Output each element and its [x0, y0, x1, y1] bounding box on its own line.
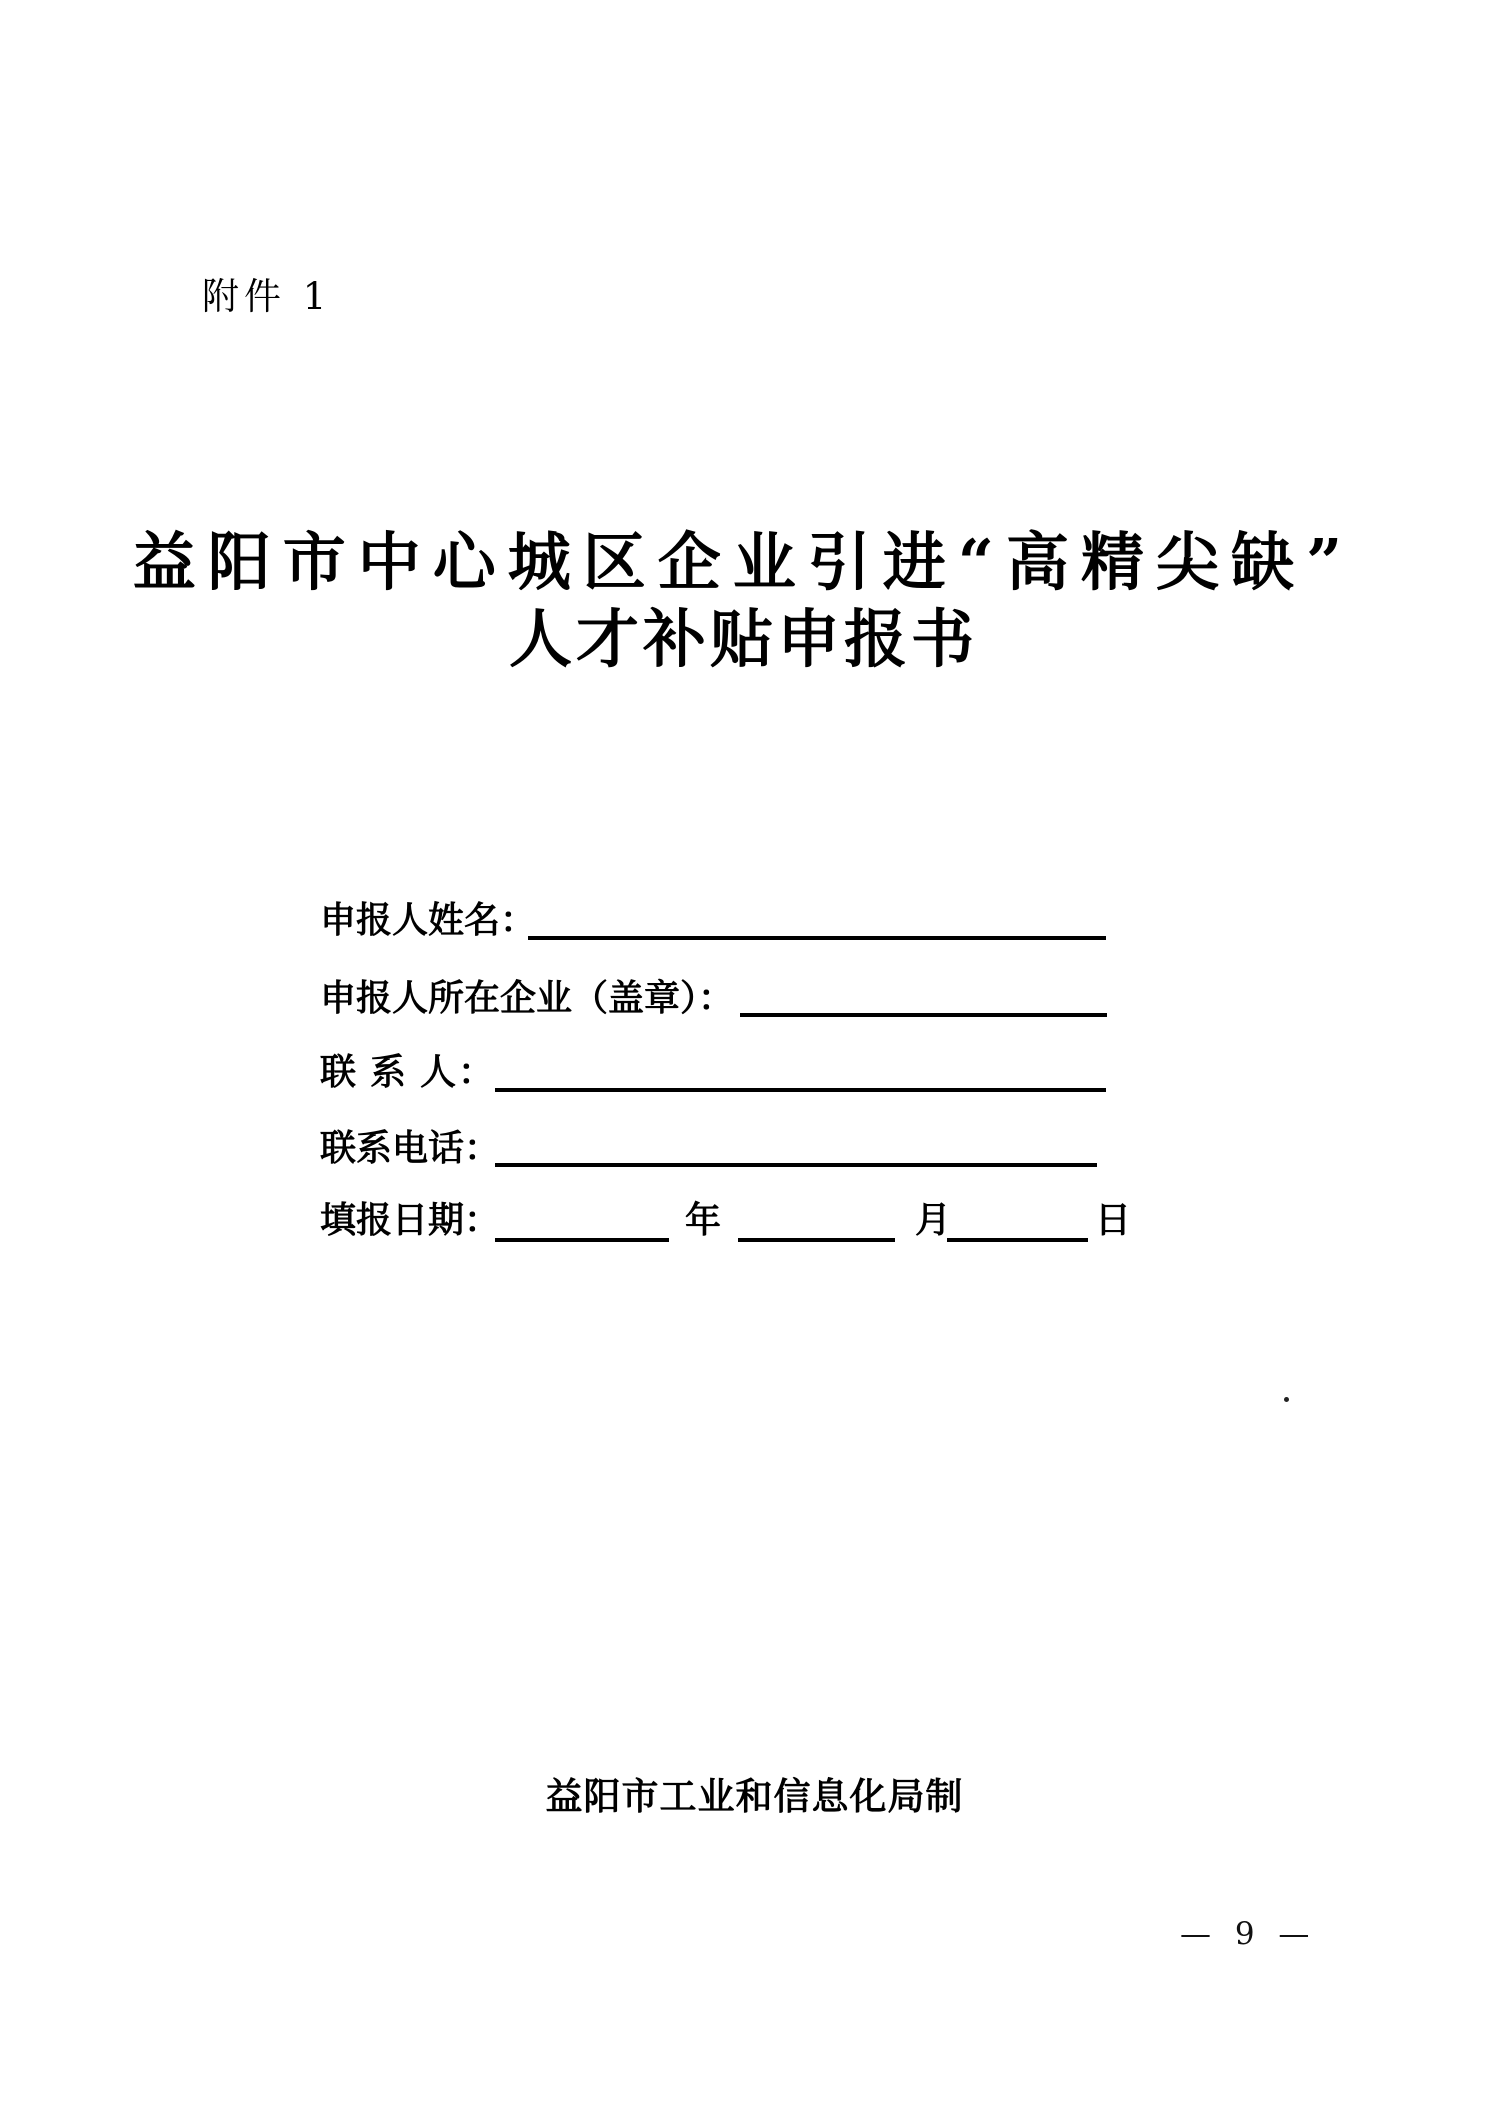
field-label-contact-person: 联 系 人：: [320, 1051, 497, 1092]
blank-line-applicant-name: [528, 898, 1106, 940]
field-label-contact-phone: 联系电话：: [320, 1127, 501, 1168]
blank-line-enterprise: [740, 976, 1107, 1017]
date-unit-month: 月: [915, 1199, 952, 1240]
title-line-1: 益阳市中心城区企业引进“高精尖缺”: [132, 525, 1355, 599]
field-label-applicant-name: 申报人姓名：: [320, 899, 537, 940]
issuer-line: 益阳市工业和信息化局制: [545, 1776, 964, 1817]
blank-line-date-day: [947, 1198, 1088, 1242]
field-label-fill-date: 填报日期：: [320, 1199, 501, 1240]
title-line-2: 人才补贴申报书: [509, 602, 978, 676]
scan-artifact-dot: [1284, 1397, 1289, 1402]
attachment-label: 附件 1: [202, 275, 332, 318]
page-number: — 9 —: [1180, 1916, 1317, 1952]
blank-line-date-month: [738, 1198, 895, 1242]
field-label-enterprise: 申报人所在企业（盖章）：: [320, 977, 735, 1018]
blank-line-contact-person: [495, 1050, 1106, 1092]
date-unit-day: 日: [1095, 1199, 1132, 1240]
date-unit-year: 年: [685, 1199, 722, 1240]
blank-line-date-year: [495, 1198, 669, 1242]
blank-line-contact-phone: [495, 1126, 1097, 1167]
